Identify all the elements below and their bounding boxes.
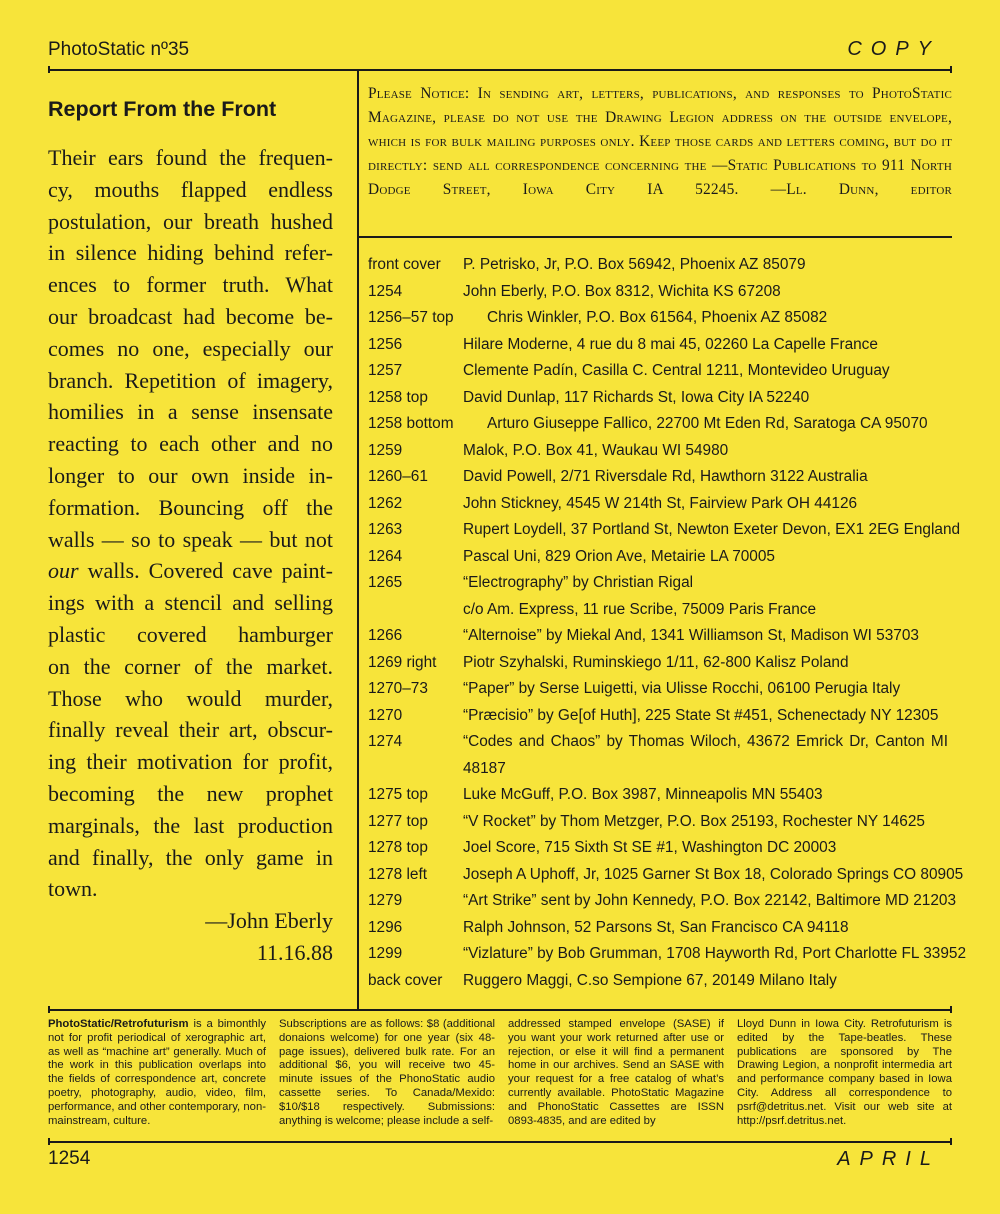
credit-page: back cover xyxy=(368,971,443,989)
credit-name: “Vizlature” by Bob Grumman, 1708 Hayworth Rd, Port Charlotte FL 33952 xyxy=(463,945,966,962)
essay-line: and finally, the only game in xyxy=(48,844,333,870)
credit-name: Ralph Johnson, 52 Parsons St, San Francisco CA 94118 xyxy=(463,918,849,936)
credit-row xyxy=(368,756,952,783)
essay-line: homilies in a sense insensate xyxy=(48,399,333,425)
credit-page: 1277 top xyxy=(368,812,428,830)
credit-name: John Stickney, 4545 W 214th St, Fairview Park OH 44126 xyxy=(463,494,858,512)
essay-line: plastic covered hamburger xyxy=(48,621,333,647)
top-rule xyxy=(48,69,952,71)
essay-line: formation. Bouncing off the xyxy=(48,494,333,520)
credit-page: 1266 xyxy=(368,627,403,644)
essay-author: —John Eberly xyxy=(205,908,333,933)
credit-row xyxy=(368,385,952,412)
credit-name: Ruggero Maggi, C.so Sempione 67, 20149 Milano Italy xyxy=(463,971,837,989)
credit-row xyxy=(368,650,952,677)
credit-row xyxy=(368,252,952,279)
credit-row xyxy=(368,915,952,942)
essay-line: branch. Repetition of imagery, xyxy=(48,367,333,393)
top-rule-left-tick xyxy=(48,66,50,73)
credit-page: 1278 left xyxy=(368,865,428,883)
credit-row xyxy=(368,279,952,306)
footer-rule-right-tick xyxy=(950,1006,952,1013)
colophon-text: is a bimonthly not for profit periodical of xerographic art, as well as “machine art” generally. Much of the work in this publication overlaps into the fields of correspondence art, concrete poetry, photography, audio, video, film, performance, and other contemporary, non-mainstream, culture. xyxy=(48,1018,266,1127)
credit-row xyxy=(368,464,952,491)
column-divider xyxy=(357,69,359,1009)
credit-page: 1279 xyxy=(368,892,403,909)
credit-name: Piotr Szyhalski, Ruminskiego 1/11, 62-800 Kalisz Poland xyxy=(463,653,849,671)
essay-line: becoming the new prophet xyxy=(48,780,333,806)
credit-page: 1270–73 xyxy=(368,680,428,697)
credit-name: Joseph A Uphoff, Jr, 1025 Garner St Box 18, Colorado Springs CO 80905 xyxy=(463,865,964,883)
running-head-copy: COPY xyxy=(847,38,940,60)
submission-notice: Please Notice: In sending art, letters, publications, and responses to PhotoStatic Magazine, please do not use the Drawing Legion address on the outside envelope, which is for bulk mailing purposes only. Keep those cards and letters coming, but do it directly: send all correspondence concerning the —Static Publications to 911 North Dodge Street, Iowa City IA 52245. —Ll. Dunn, editor xyxy=(368,85,952,198)
credit-page: 1269 right xyxy=(368,653,437,671)
essay-line: reacting to each other and no xyxy=(48,431,333,457)
footer-top-rule xyxy=(48,1009,952,1011)
essay-line: finally reveal their art, obscur- xyxy=(48,717,333,743)
essay-line: postulation, our breath hushed xyxy=(48,208,333,234)
credit-name: “Præcisio” by Ge[of Huth], 225 State St #451, Schenectady NY 12305 xyxy=(463,706,939,724)
essay-line: Their ears found the frequen- xyxy=(48,145,333,170)
essay-date: 11.16.88 xyxy=(256,940,333,965)
essay-line: ing their motivation for profit, xyxy=(48,749,333,775)
bottom-rule-right-tick xyxy=(950,1138,952,1145)
credit-name: Pascal Uni, 829 Orion Ave, Metairie LA 70005 xyxy=(463,547,775,565)
credit-row xyxy=(368,517,961,544)
credit-name: “V Rocket” by Thom Metzger, P.O. Box 25193, Rochester NY 14625 xyxy=(463,812,925,830)
essay-line: Those who would murder, xyxy=(48,685,333,711)
bottom-rule xyxy=(48,1141,952,1143)
essay-line-rest: walls. Covered cave paint- xyxy=(78,558,333,584)
essay-line: comes no one, especially our xyxy=(48,335,333,361)
credit-name: c/o Am. Express, 11 rue Scribe, 75009 Paris France xyxy=(463,600,817,618)
credit-name: David Dunlap, 117 Richards St, Iowa City IA 52240 xyxy=(463,388,810,406)
credit-name: “Alternoise” by Miekal And, 1341 Williamson St, Madison WI 53703 xyxy=(463,627,919,644)
essay-line: cy, mouths flapped endless xyxy=(48,176,333,202)
credit-name: Joel Score, 715 Sixth St SE #1, Washington DC 20003 xyxy=(463,839,837,856)
credit-name: David Powell, 2/71 Riversdale Rd, Hawthorn 3122 Australia xyxy=(463,468,868,485)
credit-page: 1258 top xyxy=(368,388,428,406)
credit-row xyxy=(368,835,952,862)
credit-name: Malok, P.O. Box 41, Waukau WI 54980 xyxy=(463,441,729,459)
colophon-col-1 xyxy=(48,1018,266,1128)
credit-page: 1278 top xyxy=(368,839,428,856)
credit-name: “Electrography” by Christian Rigal xyxy=(463,574,694,591)
essay-line: ings with a stencil and selling xyxy=(48,590,333,616)
credit-row xyxy=(368,332,952,359)
credit-page: 1256 xyxy=(368,335,403,353)
credit-row xyxy=(368,570,952,597)
credit-name: Luke McGuff, P.O. Box 3987, Minneapolis MN 55403 xyxy=(463,786,823,803)
credit-page: 1263 xyxy=(368,521,403,538)
essay-line: ences to former truth. What xyxy=(48,272,333,298)
credit-row xyxy=(368,597,952,624)
credit-row xyxy=(368,544,952,571)
page-number: 1254 xyxy=(48,1148,91,1169)
credit-row xyxy=(368,862,964,889)
credit-page: 1270 xyxy=(368,706,403,724)
credit-page: 1296 xyxy=(368,918,403,936)
credit-name: “Art Strike” sent by John Kennedy, P.O. Box 22142, Baltimore MD 21203 xyxy=(463,892,957,909)
credit-row xyxy=(368,782,952,809)
essay-title: Report From the Front xyxy=(48,97,277,121)
credit-row xyxy=(368,809,952,836)
credit-row xyxy=(368,888,957,915)
credit-name: Clemente Padín, Casilla C. Central 1211, Montevideo Uruguay xyxy=(463,362,890,379)
credit-page: 1274 xyxy=(368,733,403,750)
essay-line: on the corner of the market. xyxy=(48,653,333,679)
contributor-credits xyxy=(368,252,966,994)
credit-name: Arturo Giuseppe Fallico, 22700 Mt Eden Rd, Saratoga CA 95070 xyxy=(487,415,928,432)
credit-row xyxy=(368,729,952,756)
credit-name: 48187 xyxy=(463,759,506,777)
credit-row xyxy=(368,305,952,332)
credit-page: 1299 xyxy=(368,945,403,962)
notice-rule xyxy=(357,236,952,238)
essay-line: longer to our own inside in- xyxy=(48,462,333,488)
credit-row xyxy=(368,968,952,995)
essay-body xyxy=(48,142,333,905)
colophon-col-2: Subscriptions are as follows: $8 (additional donaions welcome) for one year (six 48-page issues), delivered bulk rate. For an additional $6, you will receive two 45-minute issues of the PhonoStatic audio cassette series. To Canada/Mexido: $10/$18 respectively. Submissions: anything is welcome; please include a self- xyxy=(279,1018,495,1127)
credit-page: 1265 xyxy=(368,574,403,591)
credit-row xyxy=(368,358,952,385)
credit-page: 1275 top xyxy=(368,786,428,803)
essay-line: town. xyxy=(48,876,98,902)
essay-line: our broadcast had become be- xyxy=(48,303,333,329)
top-rule-right-tick xyxy=(950,66,952,73)
colophon-publication-name: PhotoStatic/Retrofuturism xyxy=(48,1018,189,1030)
credit-name: John Eberly, P.O. Box 8312, Wichita KS 67208 xyxy=(463,282,781,300)
magazine-issue-title: PhotoStatic nº35 xyxy=(48,39,190,60)
credit-name: Chris Winkler, P.O. Box 61564, Phoenix AZ 85082 xyxy=(487,309,828,326)
credit-row xyxy=(368,676,952,703)
credit-name: P. Petrisko, Jr, P.O. Box 56942, Phoenix AZ 85079 xyxy=(463,256,806,273)
credit-page: 1264 xyxy=(368,547,403,565)
credit-page: 1258 bottom xyxy=(368,415,454,432)
essay-line: walls — so to speak — but not xyxy=(48,526,333,552)
credit-name: Hilare Moderne, 4 rue du 8 mai 45, 02260 La Capelle France xyxy=(463,335,878,353)
credit-row xyxy=(368,941,966,968)
credit-page: 1256–57 top xyxy=(368,309,454,326)
credit-page: front cover xyxy=(368,256,441,273)
essay-italic-word: our xyxy=(48,558,79,584)
credit-row xyxy=(368,438,952,465)
footer-rule-left-tick xyxy=(48,1006,50,1013)
credit-row xyxy=(368,491,952,518)
credit-name: “Codes and Chaos” by Thomas Wiloch, 43672 Emrick Dr, Canton MI xyxy=(463,733,948,750)
credit-name: Rupert Loydell, 37 Portland St, Newton Exeter Devon, EX1 2EG England xyxy=(463,521,961,538)
credit-row xyxy=(368,411,952,438)
credit-page: 1257 xyxy=(368,362,403,379)
essay-line-italic xyxy=(48,555,333,587)
running-foot-month: APRIL xyxy=(837,1148,940,1170)
credit-row xyxy=(368,623,952,650)
credit-page: 1260–61 xyxy=(368,468,428,485)
credit-name: “Paper” by Serse Luigetti, via Ulisse Rocchi, 06100 Perugia Italy xyxy=(463,680,901,697)
colophon-col-4: Lloyd Dunn in Iowa City. Retrofuturism is edited by the Tape-beatles. These publications are sponsored by The Drawing Legion, a nonprofit intermedia art and performance company based in Iowa City. Address all correspondence to psrf@detritus.net. Visit our web site at http://psrf.detritus.net. xyxy=(737,1018,952,1127)
credit-row xyxy=(368,703,952,730)
essay-line: in silence hiding behind refer- xyxy=(48,240,333,266)
colophon-col-3: addressed stamped envelope (SASE) if you want your work returned after use or rejection, or else it will find a permanent home in our archives. Send an SASE with your request for a free catalog of what’s currently available. PhotoStatic Magazine and PhonoStatic Cassettes are ISSN 0893-4835, and are edited by xyxy=(508,1018,724,1127)
bottom-rule-left-tick xyxy=(48,1138,50,1145)
credit-page: 1259 xyxy=(368,441,403,459)
credit-page: 1262 xyxy=(368,494,403,512)
essay-line: marginals, the last production xyxy=(48,812,333,838)
credit-page: 1254 xyxy=(368,282,403,300)
